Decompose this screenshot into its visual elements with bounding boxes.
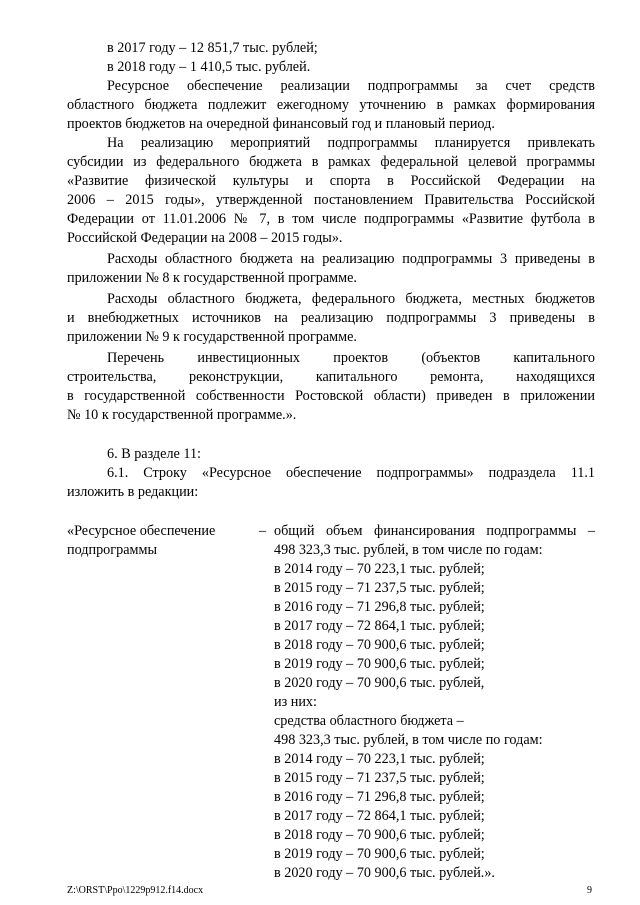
table-content-line: в 2015 году – 71 237,5 тыс. рублей; — [274, 580, 485, 596]
table-content-line: средства областного бюджета – — [274, 713, 464, 729]
text-line: изложить в редакции: — [67, 484, 199, 500]
text-line: 6.1. Строку «Ресурсное обеспечение подпрограммы» подраздела 11.1 — [107, 465, 595, 481]
table-content-line: общий объем финансирования подпрограммы – — [274, 523, 595, 539]
table-content-line: из них: — [274, 694, 317, 710]
text-line: Ресурсное обеспечение реализации подпрограммы за счет средств — [107, 78, 595, 94]
text-line: приложении № 9 к государственной программе. — [67, 329, 357, 345]
table-content-line: в 2019 году – 70 900,6 тыс. рублей; — [274, 846, 485, 862]
table-content-line: в 2018 году – 70 900,6 тыс. рублей; — [274, 637, 485, 653]
table-content-line: в 2017 году – 72 864,1 тыс. рублей; — [274, 808, 485, 824]
text-line: «Развитие физической культуры и спорта в Российской Федерации на — [67, 173, 595, 189]
text-line: субсидии из федерального бюджета в рамках федеральной целевой программы — [67, 154, 595, 170]
text-line: в 2017 году – 12 851,7 тыс. рублей; — [107, 40, 318, 56]
table-content-line: в 2015 году – 71 237,5 тыс. рублей; — [274, 770, 485, 786]
text-line: в государственной собственности Ростовской области) приведен в приложении — [67, 388, 595, 404]
table-content-line: в 2016 году – 71 296,8 тыс. рублей; — [274, 789, 485, 805]
section-heading: 6. В разделе 11: — [107, 446, 201, 462]
text-line: На реализацию мероприятий подпрограммы планируется привлекать — [107, 135, 595, 151]
table-content-line: в 2016 году – 71 296,8 тыс. рублей; — [274, 599, 485, 615]
text-line: строительства, реконструкции, капитального ремонта, находящихся — [67, 369, 595, 385]
text-line: в 2018 году – 1 410,5 тыс. рублей. — [107, 59, 311, 75]
text-line: Федерации от 11.01.2006 № 7, в том числе подпрограммы «Развитие футбола в — [67, 211, 595, 227]
table-content-line: в 2018 году – 70 900,6 тыс. рублей; — [274, 827, 485, 843]
text-line: Расходы областного бюджета, федерального бюджета, местных бюджетов — [107, 291, 595, 307]
page-number: 9 — [587, 885, 592, 896]
table-content-line: в 2014 году – 70 223,1 тыс. рублей; — [274, 751, 485, 767]
table-content-line: 498 323,3 тыс. рублей, в том числе по годам: — [274, 542, 543, 558]
text-line: 2006 – 2015 годы», утвержденной постановлением Правительства Российской — [67, 192, 595, 208]
footer-file-path: Z:\ORST\Ppo\1229p912.f14.docx — [67, 885, 204, 896]
text-line: Перечень инвестиционных проектов (объектов капитального — [107, 350, 595, 366]
table-dash: – — [259, 523, 267, 539]
text-line: приложении № 8 к государственной программе. — [67, 270, 357, 286]
table-row-label: «Ресурсное обеспечение — [67, 523, 216, 539]
text-line: и внебюджетных источников на реализацию подпрограммы 3 приведены в — [67, 310, 595, 326]
table-content-line: в 2017 году – 72 864,1 тыс. рублей; — [274, 618, 485, 634]
table-content-line: в 2014 году – 70 223,1 тыс. рублей; — [274, 561, 485, 577]
text-line: № 10 к государственной программе.». — [67, 407, 297, 423]
table-content-line: в 2020 году – 70 900,6 тыс. рублей, — [274, 675, 485, 691]
text-line: Российской Федерации на 2008 – 2015 годы». — [67, 230, 343, 246]
table-content-line: в 2019 году – 70 900,6 тыс. рублей; — [274, 656, 485, 672]
text-line: Расходы областного бюджета на реализацию подпрограммы 3 приведены в — [107, 251, 595, 267]
table-content-line: в 2020 году – 70 900,6 тыс. рублей.». — [274, 865, 495, 881]
table-row-label: подпрограммы — [67, 542, 157, 558]
text-line: областного бюджета подлежит ежегодному уточнению в рамках формирования — [67, 97, 595, 113]
text-line: проектов бюджетов на очередной финансовый год и плановый период. — [67, 116, 495, 132]
table-content-line: 498 323,3 тыс. рублей, в том числе по годам: — [274, 732, 543, 748]
